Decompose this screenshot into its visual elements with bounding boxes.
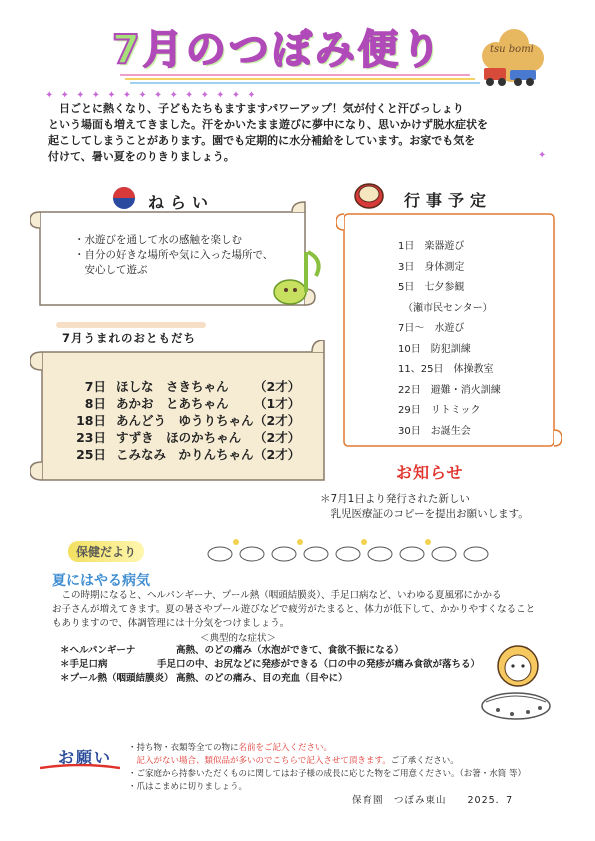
birthday-day: 8日 [84,396,106,411]
event-item: 11、25日 体操教室 [398,364,494,375]
list-item: ・水遊びを通して水の感触を楽しむ [74,234,242,246]
event-item: 1日 楽器遊び [398,241,465,252]
body-line: もありますので、体調管理には十分気をつけましょう。 [52,618,290,629]
request-text-emphasis: 名前をご記入ください。 [238,743,333,753]
events-title: 行事予定 [404,191,493,210]
health-label: 保健だより [68,541,144,562]
intro-line: 付けて、暑い夏をのりきりましょう。 [48,150,235,163]
birthday-name: あかお とあちゃん [116,396,229,411]
birthday-day: 23日 [76,430,106,445]
event-item: 7日～ 水遊び [398,323,465,334]
birthday-day: 18日 [76,413,106,428]
title-underline-decoration [120,72,480,86]
birthday-row [74,395,314,412]
request-text: ・持ち物・衣類等全ての物に [128,743,239,753]
music-note-icon [268,246,330,308]
event-item: 29日 リトミック [398,405,481,416]
notice-line: 乳児医療証のコピーを提出お願いします。 [320,508,529,520]
birthday-age: （2才） [254,379,301,394]
event-item: （瀬市民センター） [398,302,493,314]
birthday-name: こみなみ かりんちゃん [116,447,254,462]
birthday-row [74,378,314,395]
birthday-age: （2才） [254,430,301,445]
birthday-name: ほしな さきちゃん [116,379,229,394]
request-item [128,755,568,768]
illness-name: ＊プール熱（咽頭結膜炎） [60,673,174,684]
body-line: お子さんが増えてきます。夏の暑さやプール遊びなどで疲労がたまると、体力が低下して、かかりやすくなること [52,604,536,615]
notice-title: お知らせ [396,463,464,482]
request-title: お願い [58,748,113,767]
symptom-row [60,672,480,686]
sparkle-icon: ✦ [538,150,547,161]
sparkle-decoration: ✦ ✦ ✦ ✦ ✦ ✦ ✦ ✦ ✦ ✦ ✦ ✦ ✦ ✦ [45,90,258,101]
body-line: この時期になると、ヘルパンギーナ、プール熱（咽頭結膜炎）、手足口病など、いわゆる夏風邪にかかる [52,590,502,601]
summer-illness-title: 夏にはやる病気 [52,573,150,589]
list-item: 安心して遊ぶ [74,264,148,276]
event-item: 5日 七夕参観 [398,282,465,293]
event-item: 30日 お誕生会 [398,425,471,437]
notice-body [320,492,560,522]
request-text: ・ご家庭から持参いただくものに関してはお子様の成長に応じた物をご用意ください。（お箸・水筒 等） [128,769,526,779]
request-item [128,768,568,781]
event-item: 22日 避難・消火訓練 [398,384,501,396]
illness-symptom: 手足口の中、お尻などに発疹ができる（口の中の発疹が痛み食欲が落ちる） [156,659,480,670]
aims-title: ねらい [148,193,215,212]
birthday-name: すずき ほのかちゃん [116,430,242,445]
request-text: ・爪はこまめに切りましょう。 [128,782,248,792]
birthday-day: 7日 [84,379,106,394]
intro-line: 日ごとに熱くなり、子どもたちもますますパワーアップ！気が付くと汗びっしょり [48,102,464,115]
logo-text: tsu bomi [490,44,534,55]
birthday-age: （2才） [254,413,301,428]
request-underline [40,764,120,772]
illness-symptom: 高熱、のどの痛み（水泡ができて、食欲不振になる） [176,645,404,656]
event-item: 10日 防犯訓練 [398,343,471,355]
symptom-row [60,658,480,672]
birthday-day: 25日 [76,447,106,462]
intro-line: 起こしてしまうことがあります。園でも定期的に水分補給をしています。お家でも気を [48,134,476,147]
request-item [128,742,568,755]
birthday-name: あんどう ゆうりちゃん [116,413,254,428]
birthday-age: （1才） [254,396,301,411]
birthday-list [74,378,314,463]
birthday-row [74,429,314,446]
events-list [398,237,563,442]
list-item: ・自分の好きな場所や気に入った場所で、 [74,249,274,261]
request-text: ご了承ください。 [390,756,459,766]
intro-text [48,101,553,165]
intro-line: という場面も増えてきました。汗をかいたまま遊びに夢中になり、思いかけず脱水症状を [48,118,488,131]
event-item: 3日 身体測定 [398,261,465,273]
illness-symptom: 高熱、のどの痛み、目の充血（目やに） [176,673,348,684]
birthday-row [74,446,314,463]
birthday-label-highlight [56,320,206,330]
notice-line: ＊7月1日より発行された新しい [320,493,470,505]
illness-name: ＊ヘルパンギーナ [60,645,136,656]
symptoms-table [60,644,480,686]
page-title: 7月のつぼみ便り [112,27,444,73]
request-list [128,742,568,794]
lion-pool-illustration [478,640,554,724]
symptom-row [60,644,480,658]
summer-illness-body [52,589,557,631]
symptoms-heading: ＜典型的な症状＞ [200,633,277,644]
birthday-title: 7月うまれのおともだち [62,331,197,345]
illness-name: ＊手足口病 [60,659,108,670]
birthday-age: （2才） [254,447,301,462]
logo-flower-train-icon [470,26,552,88]
request-text-emphasis: 記入がない場合、類似品が多いのでこちらで記入させて頂きます。 [128,756,391,766]
footer-signature: 保育園 つぼみ東山 2025．7 [352,795,514,806]
birthday-row [74,412,314,429]
whale-row-decoration [200,534,500,564]
